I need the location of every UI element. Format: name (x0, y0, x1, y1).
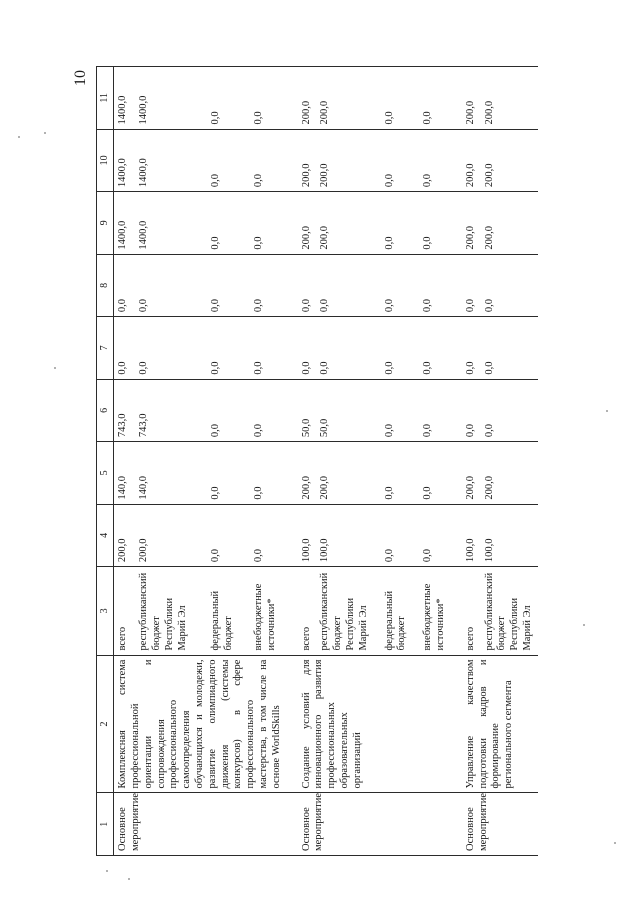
amount-cell: 0,0 (200, 192, 243, 255)
amount-cell: 200,0 (481, 67, 538, 130)
amount-cell: 140,0 (135, 442, 199, 505)
amount-cell: 0,0 (200, 379, 243, 442)
amount-cell: 0,0 (412, 317, 451, 380)
funding-source-cell: внебюджетные источники* (412, 567, 451, 655)
scan-speck (106, 870, 108, 872)
amount-cell: 0,0 (451, 379, 481, 442)
amount-cell: 0,0 (135, 317, 199, 380)
activity-type-cell: Основное мероприятие (287, 793, 451, 856)
amount-cell: 0,0 (243, 379, 286, 442)
amount-cell: 0,0 (200, 504, 243, 567)
funding-source-cell: всего (451, 567, 481, 655)
amount-cell: 200,0 (316, 442, 373, 505)
amount-cell: 50,0 (316, 379, 373, 442)
activity-type-cell: Основное мероприятие (451, 793, 538, 856)
amount-cell: 200,0 (451, 442, 481, 505)
amount-cell: 100,0 (287, 504, 317, 567)
amount-cell: 0,0 (374, 129, 413, 192)
column-header: 6 (97, 379, 114, 442)
amount-cell: 0,0 (481, 379, 538, 442)
table-row (114, 67, 136, 856)
activity-name-cell: Управление качеством подготовки кадров и формирование регионального сегмента (451, 655, 538, 793)
amount-cell: 0,0 (243, 317, 286, 380)
funding-source-cell: республиканский бюджет Республики Марий Эл (481, 567, 538, 655)
scan-speck (54, 367, 56, 369)
amount-cell: 0,0 (451, 317, 481, 380)
amount-cell: 200,0 (316, 129, 373, 192)
scan-speck (44, 132, 46, 134)
funding-source-cell: республиканский бюджет Республики Марий Эл (135, 567, 199, 655)
column-header: 1 (97, 793, 114, 856)
amount-cell: 0,0 (451, 254, 481, 317)
amount-cell: 1400,0 (114, 192, 136, 255)
column-header: 5 (97, 442, 114, 505)
amount-cell: 0,0 (287, 254, 317, 317)
column-header: 2 (97, 655, 114, 793)
column-header: 7 (97, 317, 114, 380)
amount-cell: 0,0 (412, 504, 451, 567)
activity-name-cell: Создание условий для инновационного развития профессиональных образовательных организаций (287, 655, 451, 793)
column-header: 9 (97, 192, 114, 255)
amount-cell: 200,0 (114, 504, 136, 567)
page-number: 10 (72, 70, 89, 86)
amount-cell: 0,0 (114, 254, 136, 317)
amount-cell: 200,0 (451, 129, 481, 192)
amount-cell: 0,0 (412, 254, 451, 317)
amount-cell: 0,0 (243, 67, 286, 130)
amount-cell: 200,0 (316, 192, 373, 255)
amount-cell: 200,0 (135, 504, 199, 567)
funding-source-cell: всего (287, 567, 317, 655)
column-header: 10 (97, 129, 114, 192)
scan-speck (614, 842, 616, 844)
amount-cell: 0,0 (243, 192, 286, 255)
amount-cell: 200,0 (481, 129, 538, 192)
amount-cell: 0,0 (412, 129, 451, 192)
amount-cell: 0,0 (374, 192, 413, 255)
amount-cell: 200,0 (481, 442, 538, 505)
amount-cell: 0,0 (243, 442, 286, 505)
amount-cell: 0,0 (374, 254, 413, 317)
amount-cell: 0,0 (481, 254, 538, 317)
amount-cell: 1400,0 (114, 67, 136, 130)
scan-speck (583, 624, 585, 626)
amount-cell: 140,0 (114, 442, 136, 505)
amount-cell: 0,0 (412, 67, 451, 130)
header-row (97, 67, 114, 856)
amount-cell: 200,0 (287, 442, 317, 505)
amount-cell: 0,0 (200, 442, 243, 505)
activity-name-cell: Комплексная система профессиональной ориентации и сопровождения профессионального самоопределения обучающихся и молодежи, развитие олимпиадного движения (системы конкурсов) в сфере профессионального мастерства, в том числе на основе WorldSkills (114, 655, 287, 793)
funding-source-cell: всего (114, 567, 136, 655)
amount-cell: 0,0 (481, 317, 538, 380)
amount-cell: 0,0 (200, 254, 243, 317)
amount-cell: 0,0 (412, 442, 451, 505)
column-header: 4 (97, 504, 114, 567)
table-row (287, 67, 317, 856)
amount-cell: 200,0 (287, 67, 317, 130)
funding-source-cell: республиканский бюджет Республики Марий Эл (316, 567, 373, 655)
amount-cell: 100,0 (316, 504, 373, 567)
amount-cell: 0,0 (200, 67, 243, 130)
amount-cell: 0,0 (243, 254, 286, 317)
column-header: 11 (97, 67, 114, 130)
scan-speck (128, 878, 130, 880)
amount-cell: 0,0 (287, 317, 317, 380)
scan-speck (18, 136, 20, 138)
budget-table (96, 66, 538, 856)
amount-cell: 0,0 (316, 317, 373, 380)
amount-cell: 200,0 (481, 192, 538, 255)
amount-cell: 100,0 (451, 504, 481, 567)
amount-cell: 1400,0 (135, 67, 199, 130)
amount-cell: 200,0 (451, 192, 481, 255)
amount-cell: 200,0 (451, 67, 481, 130)
amount-cell: 0,0 (374, 379, 413, 442)
amount-cell: 0,0 (243, 504, 286, 567)
amount-cell: 1400,0 (135, 192, 199, 255)
amount-cell: 200,0 (316, 67, 373, 130)
amount-cell: 0,0 (412, 379, 451, 442)
amount-cell: 200,0 (287, 129, 317, 192)
column-header: 8 (97, 254, 114, 317)
column-header: 3 (97, 567, 114, 655)
amount-cell: 0,0 (114, 317, 136, 380)
funding-source-cell: федеральный бюджет (374, 567, 413, 655)
table-row (451, 67, 481, 856)
amount-cell: 1400,0 (114, 129, 136, 192)
table-body (114, 67, 538, 856)
amount-cell: 1400,0 (135, 129, 199, 192)
amount-cell: 50,0 (287, 379, 317, 442)
amount-cell: 200,0 (287, 192, 317, 255)
amount-cell: 100,0 (481, 504, 538, 567)
funding-source-cell: федеральный бюджет (200, 567, 243, 655)
amount-cell: 0,0 (374, 67, 413, 130)
amount-cell: 0,0 (374, 442, 413, 505)
amount-cell: 0,0 (374, 504, 413, 567)
amount-cell: 743,0 (114, 379, 136, 442)
amount-cell: 0,0 (316, 254, 373, 317)
amount-cell: 0,0 (412, 192, 451, 255)
amount-cell: 0,0 (200, 317, 243, 380)
amount-cell: 0,0 (200, 129, 243, 192)
funding-source-cell: внебюджетные источники* (243, 567, 286, 655)
amount-cell: 0,0 (243, 129, 286, 192)
rotated-table-frame (96, 66, 576, 856)
amount-cell: 743,0 (135, 379, 199, 442)
scan-speck (606, 410, 608, 412)
activity-type-cell: Основное мероприятие (114, 793, 287, 856)
amount-cell: 0,0 (135, 254, 199, 317)
amount-cell: 0,0 (374, 317, 413, 380)
